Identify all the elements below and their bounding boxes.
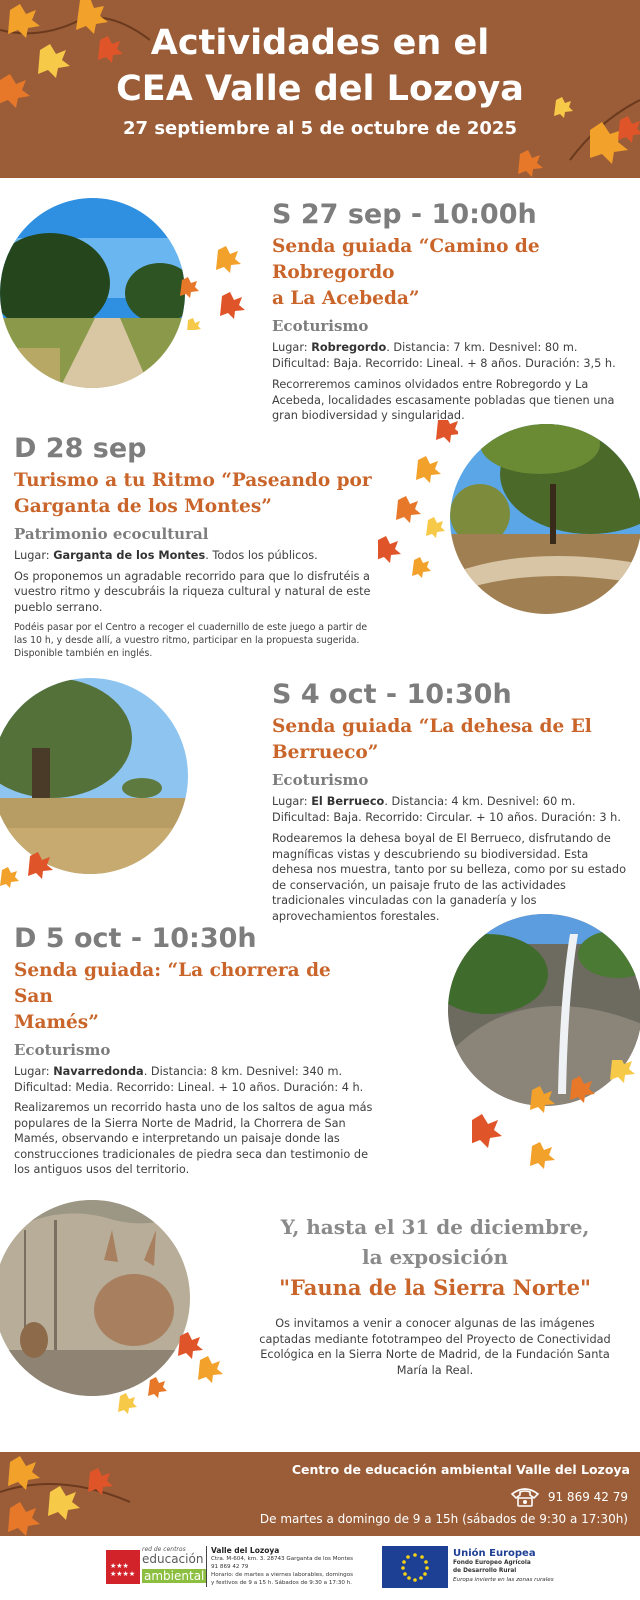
event-title-line1: Senda guiada “La dehesa de El bbox=[272, 716, 592, 737]
event-sun-5-oct bbox=[14, 922, 374, 1178]
autumn-leaves-decoration bbox=[378, 420, 458, 590]
vl-phone: 91 869 42 79 bbox=[211, 1564, 249, 1570]
expo-description: Os invitamos a venir a conocer algunas de las imágenes captadas mediante fototrampeo del Proyecto de Conectividad Ecológica en la Sierra Norte de Madrid, de la Fundación Santa María la Real. bbox=[259, 1317, 611, 1377]
event-sat-27-sep bbox=[272, 198, 628, 424]
lugar-place: Garganta de los Montes bbox=[53, 549, 206, 562]
telephone-icon bbox=[510, 1486, 540, 1508]
event-category: Ecoturismo bbox=[272, 317, 369, 335]
autumn-leaves-decoration bbox=[0, 850, 60, 890]
eu-fund-line1: Fondo Europeo Agrícola bbox=[453, 1560, 531, 1566]
vl-address: Ctra. M-604, km. 3. 28743 Garganta de los Montes bbox=[211, 1556, 354, 1562]
event-datetime: S 4 oct - 10:30h bbox=[272, 679, 512, 710]
event-category: Patrimonio ecocultural bbox=[14, 525, 209, 543]
opening-hours: De martes a domingo de 9 a 15h (sábados de 9:30 a 17:30h) bbox=[259, 1512, 628, 1526]
lugar-details: . Distancia: 8 km. Desnivel: 340 m. Dificultad: Media. Recorrido: Lineal. + 10 años. Duración: 4 h. bbox=[14, 1065, 364, 1094]
vl-hours1: Horario: de martes a viernes laborables, domingos bbox=[211, 1572, 354, 1578]
autumn-leaves-decoration bbox=[110, 1330, 230, 1420]
event-details bbox=[272, 340, 628, 371]
sponsor-logos bbox=[0, 1536, 640, 1600]
event-title bbox=[14, 468, 372, 520]
expo-line2: la exposición bbox=[361, 1245, 508, 1269]
lugar-label: Lugar: bbox=[272, 795, 312, 808]
expo-line1: Y, hasta el 31 de diciembre, bbox=[280, 1215, 590, 1239]
lugar-place: El Berrueco bbox=[311, 795, 385, 808]
vl-name: Valle del Lozoya bbox=[211, 1546, 280, 1555]
event-title-line2: Garganta de los Montes” bbox=[14, 496, 272, 517]
lugar-details: . Distancia: 4 km. Desnivel: 60 m. Dificultad: Baja. Recorrido: Circular. + 10 años. Duración: 3 h. bbox=[272, 795, 621, 824]
phone-row bbox=[510, 1486, 628, 1508]
date-range: 27 septiembre al 5 de octubre de 2025 bbox=[123, 118, 517, 139]
lugar-label: Lugar: bbox=[14, 549, 54, 562]
page-title-line1: Actividades en el bbox=[150, 23, 490, 63]
event-description: Os proponemos un agradable recorrido para que lo disfrutéis a vuestro ritmo y descubráis la riqueza cultural y natural de este pueblo serrano. bbox=[14, 569, 371, 614]
event-category: Ecoturismo bbox=[272, 771, 369, 789]
event-description: Realizaremos un recorrido hasta uno de los saltos de agua más populares de la Sierra Norte de Madrid, la Chorrera de San Mamés, observando e interpretando un paisaje donde las construcciones tradicionales de piedra seca dan testimonio de los antiguos usos del territorio. bbox=[14, 1101, 373, 1176]
event-note: Podéis pasar por el Centro a recoger el cuadernillo de este juego a partir de las 10 h, y desde allí, a vuestro ritmo, participar en la propuesta sugerida. Disponible también en inglés. bbox=[14, 622, 368, 659]
lugar-place: Robregordo bbox=[311, 341, 387, 354]
lugar-label: Lugar: bbox=[272, 341, 312, 354]
eu-tagline: Europa invierte en las zonas rurales bbox=[453, 1577, 554, 1583]
footer-banner bbox=[0, 1452, 640, 1536]
event-sun-28-sep bbox=[14, 432, 372, 660]
lugar-place: Navarredonda bbox=[53, 1065, 144, 1078]
event-description: Recorreremos caminos olvidados entre Robregordo y La Acebeda, localidades escasamente pobladas que tienen una gran biodiversidad y singularidad. bbox=[272, 378, 615, 422]
phone-number: 91 869 42 79 bbox=[547, 1490, 628, 1504]
eu-flag-icon bbox=[382, 1546, 448, 1588]
event-title bbox=[272, 714, 628, 766]
eu-title: Unión Europea bbox=[453, 1548, 536, 1559]
event-sat-4-oct bbox=[272, 678, 628, 924]
photo-robregordo-path bbox=[0, 198, 185, 388]
event-datetime: D 28 sep bbox=[14, 433, 147, 464]
event-details bbox=[14, 1064, 374, 1095]
educacion-ambiental-logo bbox=[142, 1546, 205, 1584]
event-details bbox=[14, 548, 372, 564]
event-title-line1: Senda guiada “Camino de Robregordo bbox=[272, 236, 540, 283]
event-description: Rodearemos la dehesa boyal de El Berrueco, disfrutando de magníficas vistas y descubriendo su biodiversidad. Esta dehesa nos muestra, tanto por su belleza, como por su estado de conservación, un paisaje fruto de las actividades tradicionales vinculadas con la ganadería y los aprovechamientos forestales. bbox=[272, 832, 626, 923]
eu-fund-line2: de Desarrollo Rural bbox=[453, 1568, 517, 1574]
expo-title: "Fauna de la Sierra Norte" bbox=[279, 1275, 591, 1300]
event-title-line2: Mamés” bbox=[14, 1012, 99, 1033]
ea-network-label: red de centros bbox=[142, 1546, 186, 1553]
event-datetime: D 5 oct - 10:30h bbox=[14, 923, 257, 954]
autumn-leaves-decoration bbox=[472, 1060, 640, 1170]
header-banner bbox=[0, 0, 640, 178]
event-details bbox=[272, 794, 628, 825]
eu-feader-label bbox=[453, 1548, 603, 1583]
event-title-line2: Berrueco” bbox=[272, 742, 379, 763]
photo-dehesa-berrueco bbox=[0, 678, 188, 874]
event-title bbox=[14, 958, 374, 1036]
event-datetime: S 27 sep - 10:00h bbox=[272, 199, 537, 230]
event-title bbox=[272, 234, 628, 312]
event-category: Ecoturismo bbox=[14, 1041, 111, 1059]
vl-hours2: y festivos de 9 a 15 h. Sábados de 9:30 a 17:30 h. bbox=[211, 1580, 353, 1586]
event-title-line1: Senda guiada: “La chorrera de San bbox=[14, 960, 331, 1007]
ea-word1: educación bbox=[142, 1552, 204, 1566]
photo-garganta-trail bbox=[450, 424, 640, 614]
ea-word2: ambiental bbox=[144, 1569, 205, 1583]
event-title-line2: a La Acebeda” bbox=[272, 288, 420, 309]
autumn-leaves-decoration bbox=[0, 1452, 150, 1536]
page-title-line2: CEA Valle del Lozoya bbox=[116, 69, 524, 109]
exhibition-announcement bbox=[254, 1212, 616, 1378]
comunidad-madrid-logo: ★★★ ★★★★ bbox=[106, 1550, 140, 1584]
center-name: Centro de educación ambiental Valle del Lozoya bbox=[291, 1462, 630, 1477]
center-contact-info bbox=[206, 1546, 376, 1587]
lugar-details: . Distancia: 7 km. Desnivel: 80 m. Dificultad: Baja. Recorrido: Lineal. + 8 años. Duración: 3,5 h. bbox=[272, 341, 616, 370]
event-title-line1: Turismo a tu Ritmo “Paseando por bbox=[14, 470, 372, 491]
lugar-label: Lugar: bbox=[14, 1065, 54, 1078]
autumn-leaves-decoration bbox=[178, 240, 248, 330]
lugar-details: . Todos los públicos. bbox=[205, 549, 318, 562]
